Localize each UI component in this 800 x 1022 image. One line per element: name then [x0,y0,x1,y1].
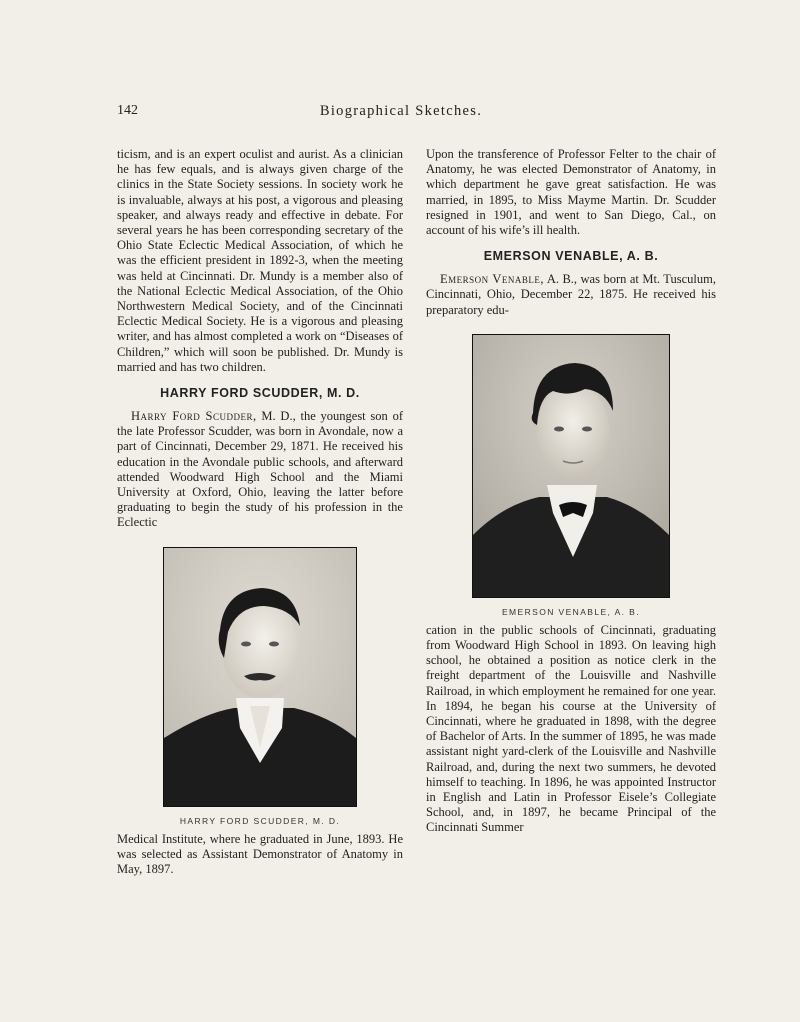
left-column [117,147,403,877]
scudder-portrait-figure [117,547,403,826]
page-header [117,103,685,125]
venable-portrait-figure [426,334,716,617]
page-number: 142 [117,103,138,118]
venable-portrait-caption: EMERSON VENABLE, A. B. [501,606,641,617]
venable-intro-text: A. B., was born at Mt. Tusculum, Cincinnati, Ohio, December 22, 1875. He received his preparatory edu- [426,272,716,317]
scudder-later-paragraph: Upon the transference of Professor Felter to the chair of Anatomy, he was elected Demonstrator of Anatomy, in which department he gave great satisfaction. He was married, in 1895, to Miss Mayme Martin. Dr. Scudder resigned in 1901, and went to San Diego, Cal., on account of his wife’s ill health. [426,147,716,238]
venable-continuation-paragraph: cation in the public schools of Cincinnati, graduating from Woodward High School in 1893. On leaving high school, he obtained a position as notice clerk in the freight department of the Louisville and Nashville Railroad, in which employment he remained for one year. In 1894, he began his course at the University of Cincinnati, where he graduated in 1898, with the degree of Bachelor of Arts. In the summer of 1895, he was made assistant night yard-clerk of the Louisville and Nashville Railroad, and, during the next two summers, he devoted himself to teaching. In 1896, he was appointed Instructor in English and Latin in Professor Eisele’s Collegiate School, and, in 1897, he became Principal of the Cincinnati Summer [426,622,716,835]
venable-name: Emerson Venable, [440,272,545,287]
scudder-intro-text: M. D., the youngest son of the late Professor Scudder, was born in Avondale, now a part of Cincinnati, December 29, 1871. He received his education in the Avondale public schools, and afterward attended Woodward High School and the Miami University at Oxford, Ohio, leaving the latter before graduating to begin the study of his profession in the Eclectic [117,409,403,530]
scudder-portrait-image [164,548,356,806]
scudder-heading: HARRY FORD SCUDDER, M. D. [160,386,360,401]
running-title: Biographical Sketches. [319,103,483,119]
venable-portrait-image [473,335,669,597]
scudder-intro-paragraph [117,409,403,531]
venable-heading: EMERSON VENABLE, A. B. [483,249,659,264]
right-column [426,147,716,836]
scudder-portrait-caption: HARRY FORD SCUDDER, M. D. [179,815,341,826]
scudder-portrait [163,547,357,807]
venable-portrait [472,334,670,598]
scudder-name: Harry Ford Scudder, [131,409,257,424]
mundy-paragraph: ticism, and is an expert oculist and aurist. As a clinician he has few equals, and is always given charge of the clinics in the State Society sessions. In society work he is invaluable, always at his post, a vigorous and pleasing speaker, and always ready and effective in debate. For several years he has been corresponding secretary of the Ohio State Eclectic Medical Association, of which he was the efficient president in 1892-3, when the meeting was held at Cincinnati. Dr. Mundy is a member also of the National Eclectic Medical Association, of the Ohio Northwestern Medical Society, and of the Cincinnati Eclectic Medical Society. He is a vigorous and pleasing writer, and has almost completed a work on “Diseases of Children,” which will soon be published. Dr. Mundy is married and has two children. [117,147,403,374]
venable-intro-paragraph [426,272,716,318]
scudder-continuation-paragraph: Medical Institute, where he graduated in June, 1893. He was selected as Assistant Demonstrator of Anatomy in May, 1897. [117,831,403,877]
